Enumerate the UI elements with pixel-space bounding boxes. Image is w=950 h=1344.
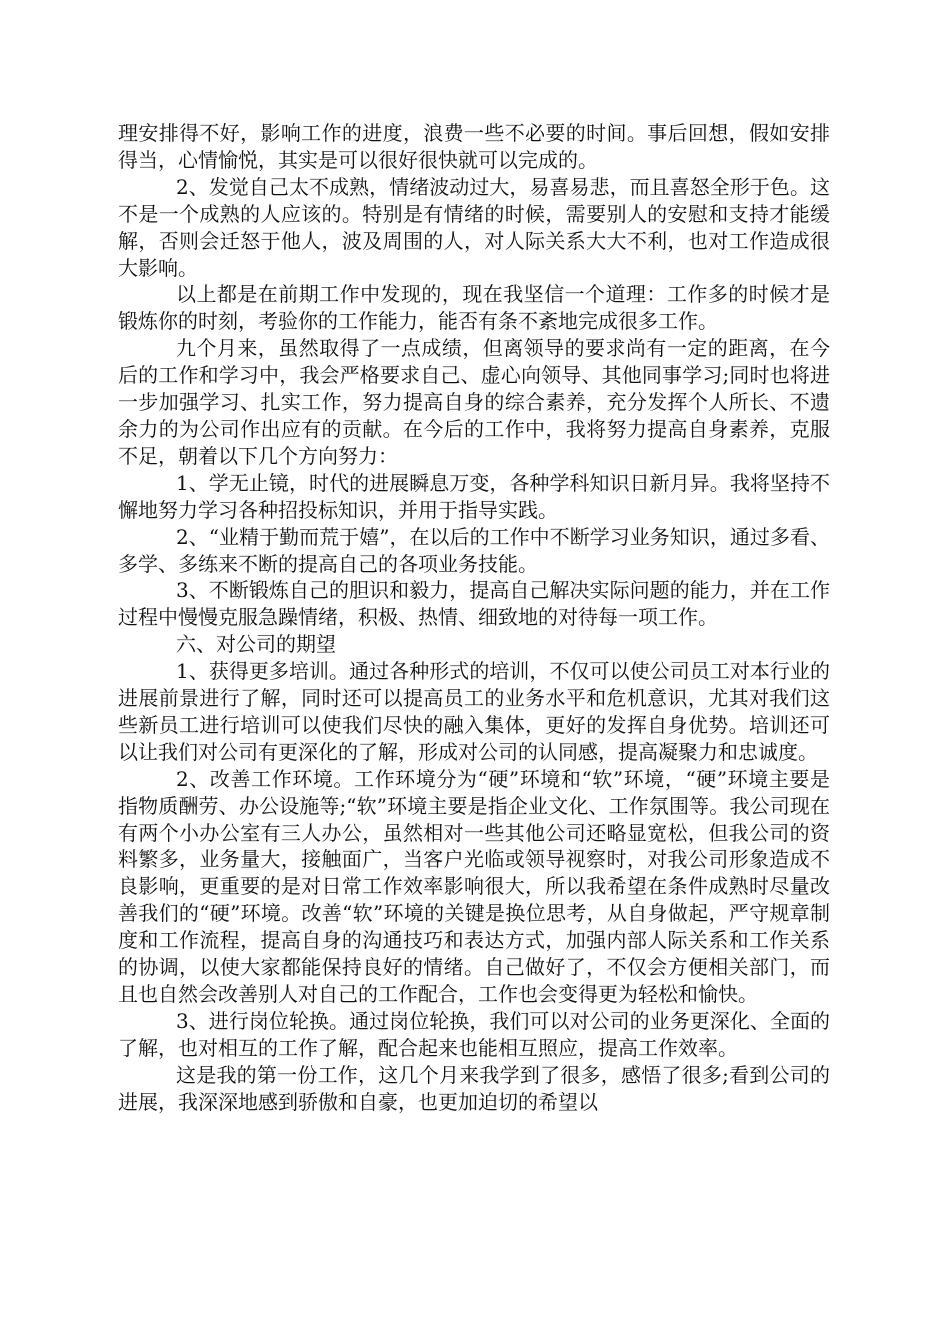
paragraph-direction-1: 1、学无止镜，时代的进展瞬息万变，各种学科知识日新月异。我将坚持不懈地努力学习各种招投标知识，并用于指导实践。 <box>118 470 830 522</box>
paragraph-schedule-continuation: 理安排得不好，影响工作的进度，浪费一些不必要的时间。事后回想，假如安排得当，心情愉悦，其实是可以很好很快就可以完成的。 <box>118 121 830 172</box>
paragraph-nine-months: 九个月来，虽然取得了一点成绩，但离领导的要求尚有一定的距离，在今后的工作和学习中，我会严格要求自己、虚心向领导、其他同事学习;同时也将进一步加强学习、扎实工作，努力提高自身的综合素养，充分发挥个人所长、不遗余力的为公司作出应有的贡献。在今后的工作中，我将努力提高自身素养，克服不足，朝着以下几个方向努力： <box>118 336 830 468</box>
paragraph-expectation-training: 1、获得更多培训。通过各种形式的培训，不仅可以使公司员工对本行业的进展前景进行了解，同时还可以提高员工的业务水平和危机意识，尤其对我们这些新员工进行培训可以使我们尽快的融入集体，更好的发挥自身优势。培训还可以让我们对公司有更深化的了解，形成对公司的认同感，提高凝聚力和忠诚度。 <box>118 659 830 764</box>
paragraph-expectation-rotation: 3、进行岗位轮换。通过岗位轮换，我们可以对公司的业务更深化、全面的了解，也对相互的工作了解，配合起来也能相互照应，提高工作效率。 <box>118 1008 830 1060</box>
paragraph-expectation-environment: 2、改善工作环境。工作环境分为“硬”环境和“软”环境，“硬”环境主要是指物质酬劳、办公设施等;“软”环境主要是指企业文化、工作氛围等。我公司现在有两个小办公室有三人办公，虽然相对一些其他公司还略显宽松，但我公司的资料繁多，业务量大，接触面广，当客户光临或领导视察时，对我公司形象造成不良影响，更重要的是对日常工作效率影响很大，所以我希望在条件成熟时尽量改善我们的“硬”环境。改善“软”环境的关键是换位思考，从自身做起，严守规章制度和工作流程，提高自身的沟通技巧和表达方式，加强内部人际关系和工作关系的协调，以使大家都能保持良好的情绪。自己做好了，不仅会方便相关部门，而且也自然会改善别人对自己的工作配合，工作也会变得更为轻松和愉快。 <box>118 766 830 1006</box>
document-page <box>118 120 830 1240</box>
paragraph-closing: 这是我的第一份工作，这几个月来我学到了很多，感悟了很多;看到公司的进展，我深深地感到骄傲和自豪，也更加迫切的希望以 <box>118 1062 830 1114</box>
paragraph-immaturity: 2、发觉自己太不成熟，情绪波动过大，易喜易悲，而且喜怒全形于色。这不是一个成熟的人应该的。特别是有情绪的时候，需要别人的安慰和支持才能缓解，否则会迁怒于他人，波及周围的人，对人际关系大大不利，也对工作造成很大影响。 <box>118 174 830 280</box>
paragraph-direction-3: 3、不断锻炼自己的胆识和毅力，提高自己解决实际问题的能力，并在工作过程中慢慢克服急躁情绪，积极、热情、细致地的对待每一项工作。 <box>118 578 830 630</box>
paragraph-lesson-learned: 以上都是在前期工作中发现的，现在我坚信一个道理：工作多的时候才是锻炼你的时刻，考验你的工作能力，能否有条不紊地完成很多工作。 <box>118 282 830 334</box>
paragraph-direction-2: 2、“业精于勤而荒于嬉”，在以后的工作中不断学习业务知识，通过多看、多学、多练来不断的提高自己的各项业务技能。 <box>118 524 830 576</box>
section-heading-expectations: 六、对公司的期望 <box>176 632 336 657</box>
